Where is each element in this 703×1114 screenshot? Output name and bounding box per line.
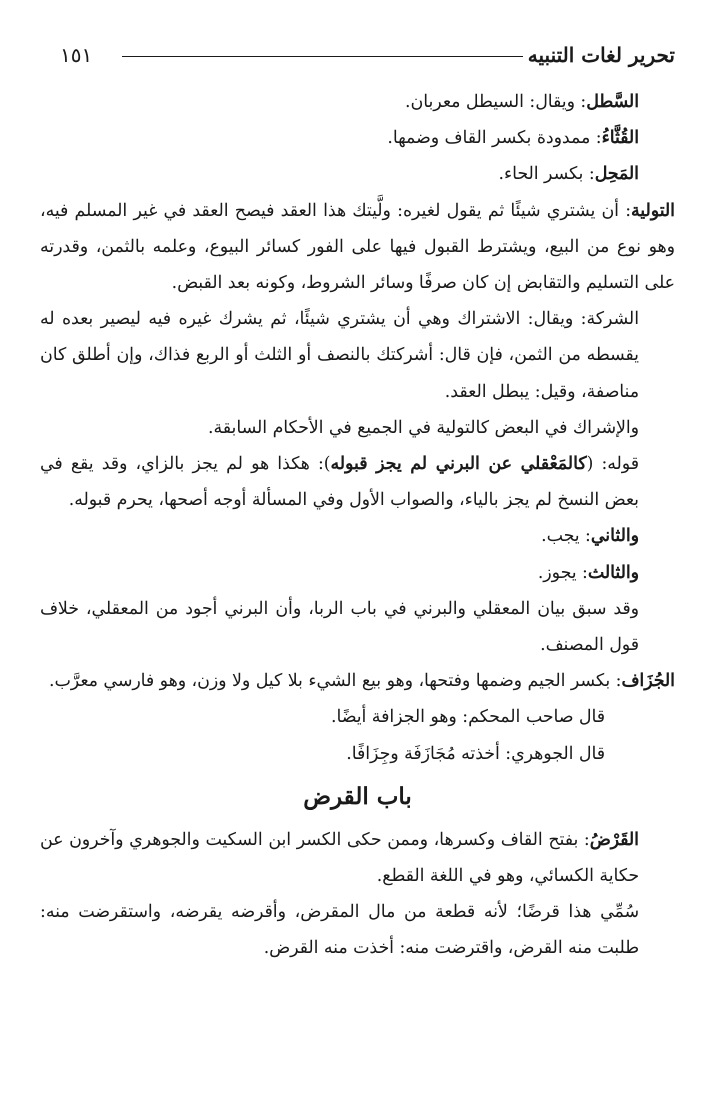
entry-thani: [40, 518, 675, 554]
entry-tawliya: [40, 193, 675, 302]
entry-mahil: [40, 156, 675, 192]
entry-text: وقد سبق بيان المعقلي والبرني في باب الربا، وأن البرني أجود من المعقلي، خلاف قول المصنف.: [40, 598, 639, 656]
entry-text: والإشراك في البعض كالتولية في الجميع في الأحكام السابقة.: [208, 417, 639, 438]
entry-term: القَرْضُ: [589, 829, 639, 850]
entry-text: ): هكذا هو لم يجز بالزاي، وقد يقع في بعض النسخ لم يجز بالياء، والصواب الأول وفي المسألة أوجه أصحها، يحرم قبوله.: [40, 454, 639, 511]
entry-qiththa: [40, 120, 675, 156]
entry-text: : أن يشتري شيئًا ثم يقول لغيره: ولَّيتك هذا العقد فيصح العقد في غير المسلم فيه، وهو نوع من البيع، ويشترط القبول فيها على الفور كسائر البيوع، وعلمه بالثمن، وقدرته على التسليم والتقابض إن كان صرفًا وسائر الشروط، وكونه بعد القبض.: [40, 200, 675, 294]
page-header: [60, 38, 675, 72]
entry-term: والثالث: [587, 562, 639, 583]
entry-ishrak: [40, 410, 675, 446]
entry-text: : ممدودة بكسر القاف وضمها.: [387, 128, 602, 149]
entry-juzaf: [40, 663, 675, 699]
entry-text: : ويقال: السيطل معربان.: [405, 92, 587, 112]
entry-term: الجُزَاف: [621, 671, 675, 692]
entry-qawluh: [40, 446, 675, 518]
entry-jawhari: [40, 736, 675, 772]
header-rule: [122, 56, 523, 57]
entry-qard: [40, 822, 675, 894]
entry-text: : بكسر الحاء.: [498, 164, 595, 185]
running-title: تحرير لغات التنبيه: [527, 43, 675, 67]
entry-text: : يجوز.: [537, 562, 588, 583]
entry-maqli: [40, 591, 675, 663]
entry-term: والثاني: [590, 526, 639, 547]
entry-text: قال الجوهري: أخذته مُجَازَفَة وجِزَافًا.: [346, 743, 605, 764]
entry-text: قوله: (: [586, 454, 640, 475]
entry-term: المَحِل: [594, 164, 639, 185]
entry-term: كالمَعْقلي عن البرني لم يجز قبوله: [330, 454, 587, 475]
section-heading: باب القرض: [303, 782, 412, 810]
entry-term: السَّطل: [586, 92, 639, 112]
entry-text: سُمِّي هذا قرضًا؛ لأنه قطعة من مال المقرض، وأقرضه يقرضه، واستقرضت منه: طلبت منه القرض، واقترضت منه: أخذت منه القرض.: [40, 902, 639, 959]
entry-summiya: [40, 894, 675, 966]
entry-text: : يجب.: [541, 526, 591, 547]
entry-term: القُثَّاءُ: [601, 128, 639, 149]
body-text: [40, 84, 675, 967]
entry-text: : بفتح القاف وكسرها، وممن حكى الكسر ابن السكيت والجوهري وآخرون عن حكاية الكسائي، وهو في اللغة القطع.: [40, 829, 639, 887]
entry-text: الشركة: ويقال: الاشتراك وهي أن يشتري شيئًا، ثم يشرك غيره فيه ليصير بعده له يقسطه من الثمن، فإن قال: أشركتك بالنصف أو الثلث أو الربع فذاك، وإن أطلق كان مناصفة، وقيل: يبطل العقد.: [40, 309, 639, 402]
entry-thalith: [40, 555, 675, 591]
entry-term: التولية: [631, 200, 675, 221]
entry-shirka: [40, 301, 675, 410]
entry-text: قال صاحب المحكم: وهو الجزافة أيضًا.: [330, 707, 605, 728]
entry-satl: [40, 84, 675, 120]
entry-muhkam: [40, 699, 675, 735]
entry-text: : بكسر الجيم وضمها وفتحها، وهو بيع الشيء بلا كيل ولا وزن، وهو فارسي معرَّب.: [49, 671, 622, 692]
page-number: ١٥١: [60, 43, 93, 67]
